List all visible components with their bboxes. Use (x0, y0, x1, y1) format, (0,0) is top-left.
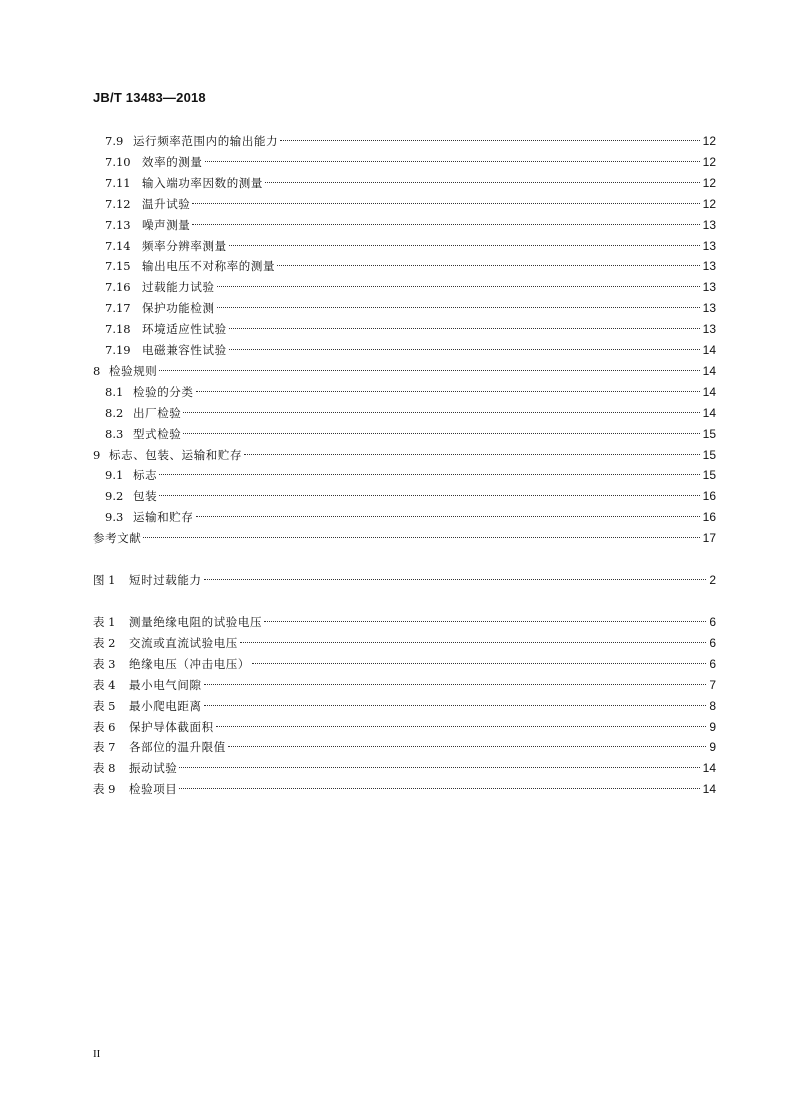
dot-leader (205, 150, 700, 166)
toc-entry[interactable] (105, 317, 716, 336)
toc-entry[interactable] (105, 422, 716, 441)
dot-leader (277, 254, 700, 270)
toc-entry[interactable] (93, 443, 716, 462)
toc-entry-page-number: 15 (702, 468, 716, 482)
table-entry-number: 表 2 (93, 636, 116, 650)
toc-entry[interactable] (105, 254, 716, 273)
dot-leader (204, 694, 707, 710)
table-entry-title: 绝缘电压（冲击电压） (129, 657, 250, 671)
table-entry-title: 最小爬电距离 (129, 699, 202, 713)
toc-entry-page-number: 14 (702, 406, 716, 420)
toc-entry[interactable] (105, 275, 716, 294)
table-entry[interactable] (93, 694, 716, 713)
table-entry-title: 检验项目 (129, 782, 178, 796)
toc-entry-number: 8.1 (105, 385, 124, 399)
table-entry[interactable] (93, 652, 716, 671)
toc-entry-number: 7.18 (105, 322, 131, 336)
toc-entry-title: 环境适应性试验 (142, 322, 227, 336)
table-entry-title: 各部位的温升限值 (129, 740, 226, 754)
dot-leader (252, 652, 706, 668)
dot-leader (229, 338, 700, 354)
dot-leader (217, 296, 700, 312)
toc-entry-title: 运输和贮存 (133, 510, 194, 524)
dot-leader (159, 484, 699, 500)
toc-entry-number: 9.2 (105, 489, 124, 503)
dot-leader (179, 777, 699, 793)
figure-entry-number: 图 1 (93, 573, 116, 587)
dot-leader (216, 715, 707, 731)
dot-leader (183, 401, 699, 417)
dot-leader (204, 673, 707, 689)
toc-entry-page-number: 16 (702, 489, 716, 503)
toc-entry-number: 9 (93, 448, 101, 462)
table-entry[interactable] (93, 756, 716, 775)
dot-leader (217, 275, 700, 291)
dot-leader (196, 380, 700, 396)
toc-entry-title: 包装 (133, 489, 158, 503)
dot-leader (192, 213, 699, 229)
toc-entry-title: 温升试验 (142, 197, 191, 211)
toc-entry-page-number: 13 (702, 218, 716, 232)
figure-entry[interactable] (93, 568, 716, 587)
dot-leader (264, 610, 706, 626)
table-entry-page-number: 8 (709, 699, 716, 713)
toc-entry[interactable] (105, 338, 716, 357)
toc-entry[interactable] (105, 380, 716, 399)
toc-entry-number: 8.2 (105, 406, 124, 420)
toc-entry-page-number: 13 (702, 322, 716, 336)
toc-entry-title: 标志 (133, 468, 158, 482)
toc-entry-page-number: 12 (702, 155, 716, 169)
table-entry-number: 表 9 (93, 782, 116, 796)
table-entry-number: 表 8 (93, 761, 116, 775)
toc-entry-title: 型式检验 (133, 427, 182, 441)
document-code: JB/T 13483—2018 (93, 90, 206, 105)
table-entry-page-number: 7 (709, 678, 716, 692)
dot-leader (280, 129, 699, 145)
dot-leader (196, 505, 700, 521)
toc-entry-title: 输出电压不对称率的测量 (142, 259, 276, 273)
toc-entry-title: 频率分辨率测量 (142, 239, 227, 253)
toc-entry-number: 7.13 (105, 218, 131, 232)
table-entry-title: 交流或直流试验电压 (129, 636, 238, 650)
dot-leader (244, 443, 700, 459)
figure-entry-page-number: 2 (709, 573, 716, 587)
toc-entry-title: 输入端功率因数的测量 (142, 176, 263, 190)
toc-entry-page-number: 14 (702, 343, 716, 357)
toc-entry[interactable] (93, 526, 716, 545)
table-entry-number: 表 5 (93, 699, 116, 713)
toc-entry-title: 运行频率范围内的输出能力 (133, 134, 279, 148)
toc-entry-title: 保护功能检测 (142, 301, 215, 315)
toc-entry-page-number: 13 (702, 239, 716, 253)
toc-entry[interactable] (105, 150, 716, 169)
toc-entry-number: 9.3 (105, 510, 124, 524)
toc-entry-page-number: 15 (702, 448, 716, 462)
dot-leader (143, 526, 699, 542)
dot-leader (159, 463, 699, 479)
dot-leader (204, 568, 707, 584)
toc-entry-page-number: 14 (702, 364, 716, 378)
table-entry-page-number: 6 (709, 615, 716, 629)
figure-entry-title: 短时过载能力 (129, 573, 202, 587)
toc-entry-page-number: 17 (702, 531, 716, 545)
table-entry[interactable] (93, 735, 716, 754)
table-entry-title: 振动试验 (129, 761, 178, 775)
table-entry-page-number: 14 (702, 782, 716, 796)
toc-entry[interactable] (105, 505, 716, 524)
table-entry-page-number: 9 (709, 740, 716, 754)
toc-entry-title: 检验的分类 (133, 385, 194, 399)
table-entry-page-number: 14 (702, 761, 716, 775)
dot-leader (228, 735, 707, 751)
dot-leader (240, 631, 706, 647)
toc-entry[interactable] (105, 192, 716, 211)
table-entry-title: 测量绝缘电阻的试验电压 (129, 615, 263, 629)
table-entry-page-number: 6 (709, 636, 716, 650)
toc-entry-title: 电磁兼容性试验 (142, 343, 227, 357)
toc-entry-number: 8.3 (105, 427, 124, 441)
toc-entry[interactable] (105, 296, 716, 315)
toc-entry-title: 噪声测量 (142, 218, 191, 232)
dot-leader (179, 756, 699, 772)
toc-entry-page-number: 12 (702, 197, 716, 211)
toc-entry-number: 8 (93, 364, 101, 378)
toc-entry-number: 9.1 (105, 468, 124, 482)
toc-entry-page-number: 15 (702, 427, 716, 441)
toc-entry[interactable] (105, 463, 716, 482)
toc-entry[interactable] (105, 401, 716, 420)
toc-entry[interactable] (105, 484, 716, 503)
dot-leader (229, 317, 700, 333)
toc-entry-title: 效率的测量 (142, 155, 203, 169)
toc-entry-number: 7.11 (105, 176, 131, 190)
toc-entry-title: 检验规则 (109, 364, 158, 378)
dot-leader (192, 192, 699, 208)
toc-entry[interactable] (105, 171, 716, 190)
table-entry-number: 表 4 (93, 678, 116, 692)
table-entry-title: 最小电气间隙 (129, 678, 202, 692)
table-entry-page-number: 6 (709, 657, 716, 671)
dot-leader (159, 359, 699, 375)
toc-entry-title: 出厂检验 (133, 406, 182, 420)
table-entry-title: 保护导体截面积 (129, 720, 214, 734)
table-entry[interactable] (93, 777, 716, 796)
table-entry-page-number: 9 (709, 720, 716, 734)
toc-entry-number: 7.14 (105, 239, 131, 253)
toc-entry[interactable] (105, 234, 716, 253)
table-entry[interactable] (93, 673, 716, 692)
toc-entry-page-number: 16 (702, 510, 716, 524)
toc-entry-number: 7.19 (105, 343, 131, 357)
toc-entry-number: 7.10 (105, 155, 131, 169)
dot-leader (183, 422, 699, 438)
table-entry-number: 表 7 (93, 740, 116, 754)
toc-entry-page-number: 13 (702, 301, 716, 315)
dot-leader (229, 234, 700, 250)
toc-entry-title: 过载能力试验 (142, 280, 215, 294)
toc-entry-number: 7.16 (105, 280, 131, 294)
toc-entry-title: 参考文献 (93, 531, 142, 545)
toc-entry-page-number: 13 (702, 259, 716, 273)
table-entry-number: 表 6 (93, 720, 116, 734)
toc-entry-number: 7.15 (105, 259, 131, 273)
table-entry-number: 表 3 (93, 657, 116, 671)
toc-entry[interactable] (93, 359, 716, 378)
dot-leader (265, 171, 700, 187)
table-entry[interactable] (93, 631, 716, 650)
toc-entry[interactable] (105, 129, 716, 148)
toc-entry-title: 标志、包装、运输和贮存 (109, 448, 243, 462)
toc-entry-number: 7.12 (105, 197, 131, 211)
page-number: II (93, 1048, 101, 1060)
toc-entry-number: 7.9 (105, 134, 124, 148)
table-entry-number: 表 1 (93, 615, 116, 629)
table-entry[interactable] (93, 610, 716, 629)
toc-entry-page-number: 12 (702, 134, 716, 148)
toc-entry-page-number: 13 (702, 280, 716, 294)
toc-entry-page-number: 12 (702, 176, 716, 190)
table-entry[interactable] (93, 715, 716, 734)
toc-entry-number: 7.17 (105, 301, 131, 315)
toc-entry[interactable] (105, 213, 716, 232)
toc-entry-page-number: 14 (702, 385, 716, 399)
